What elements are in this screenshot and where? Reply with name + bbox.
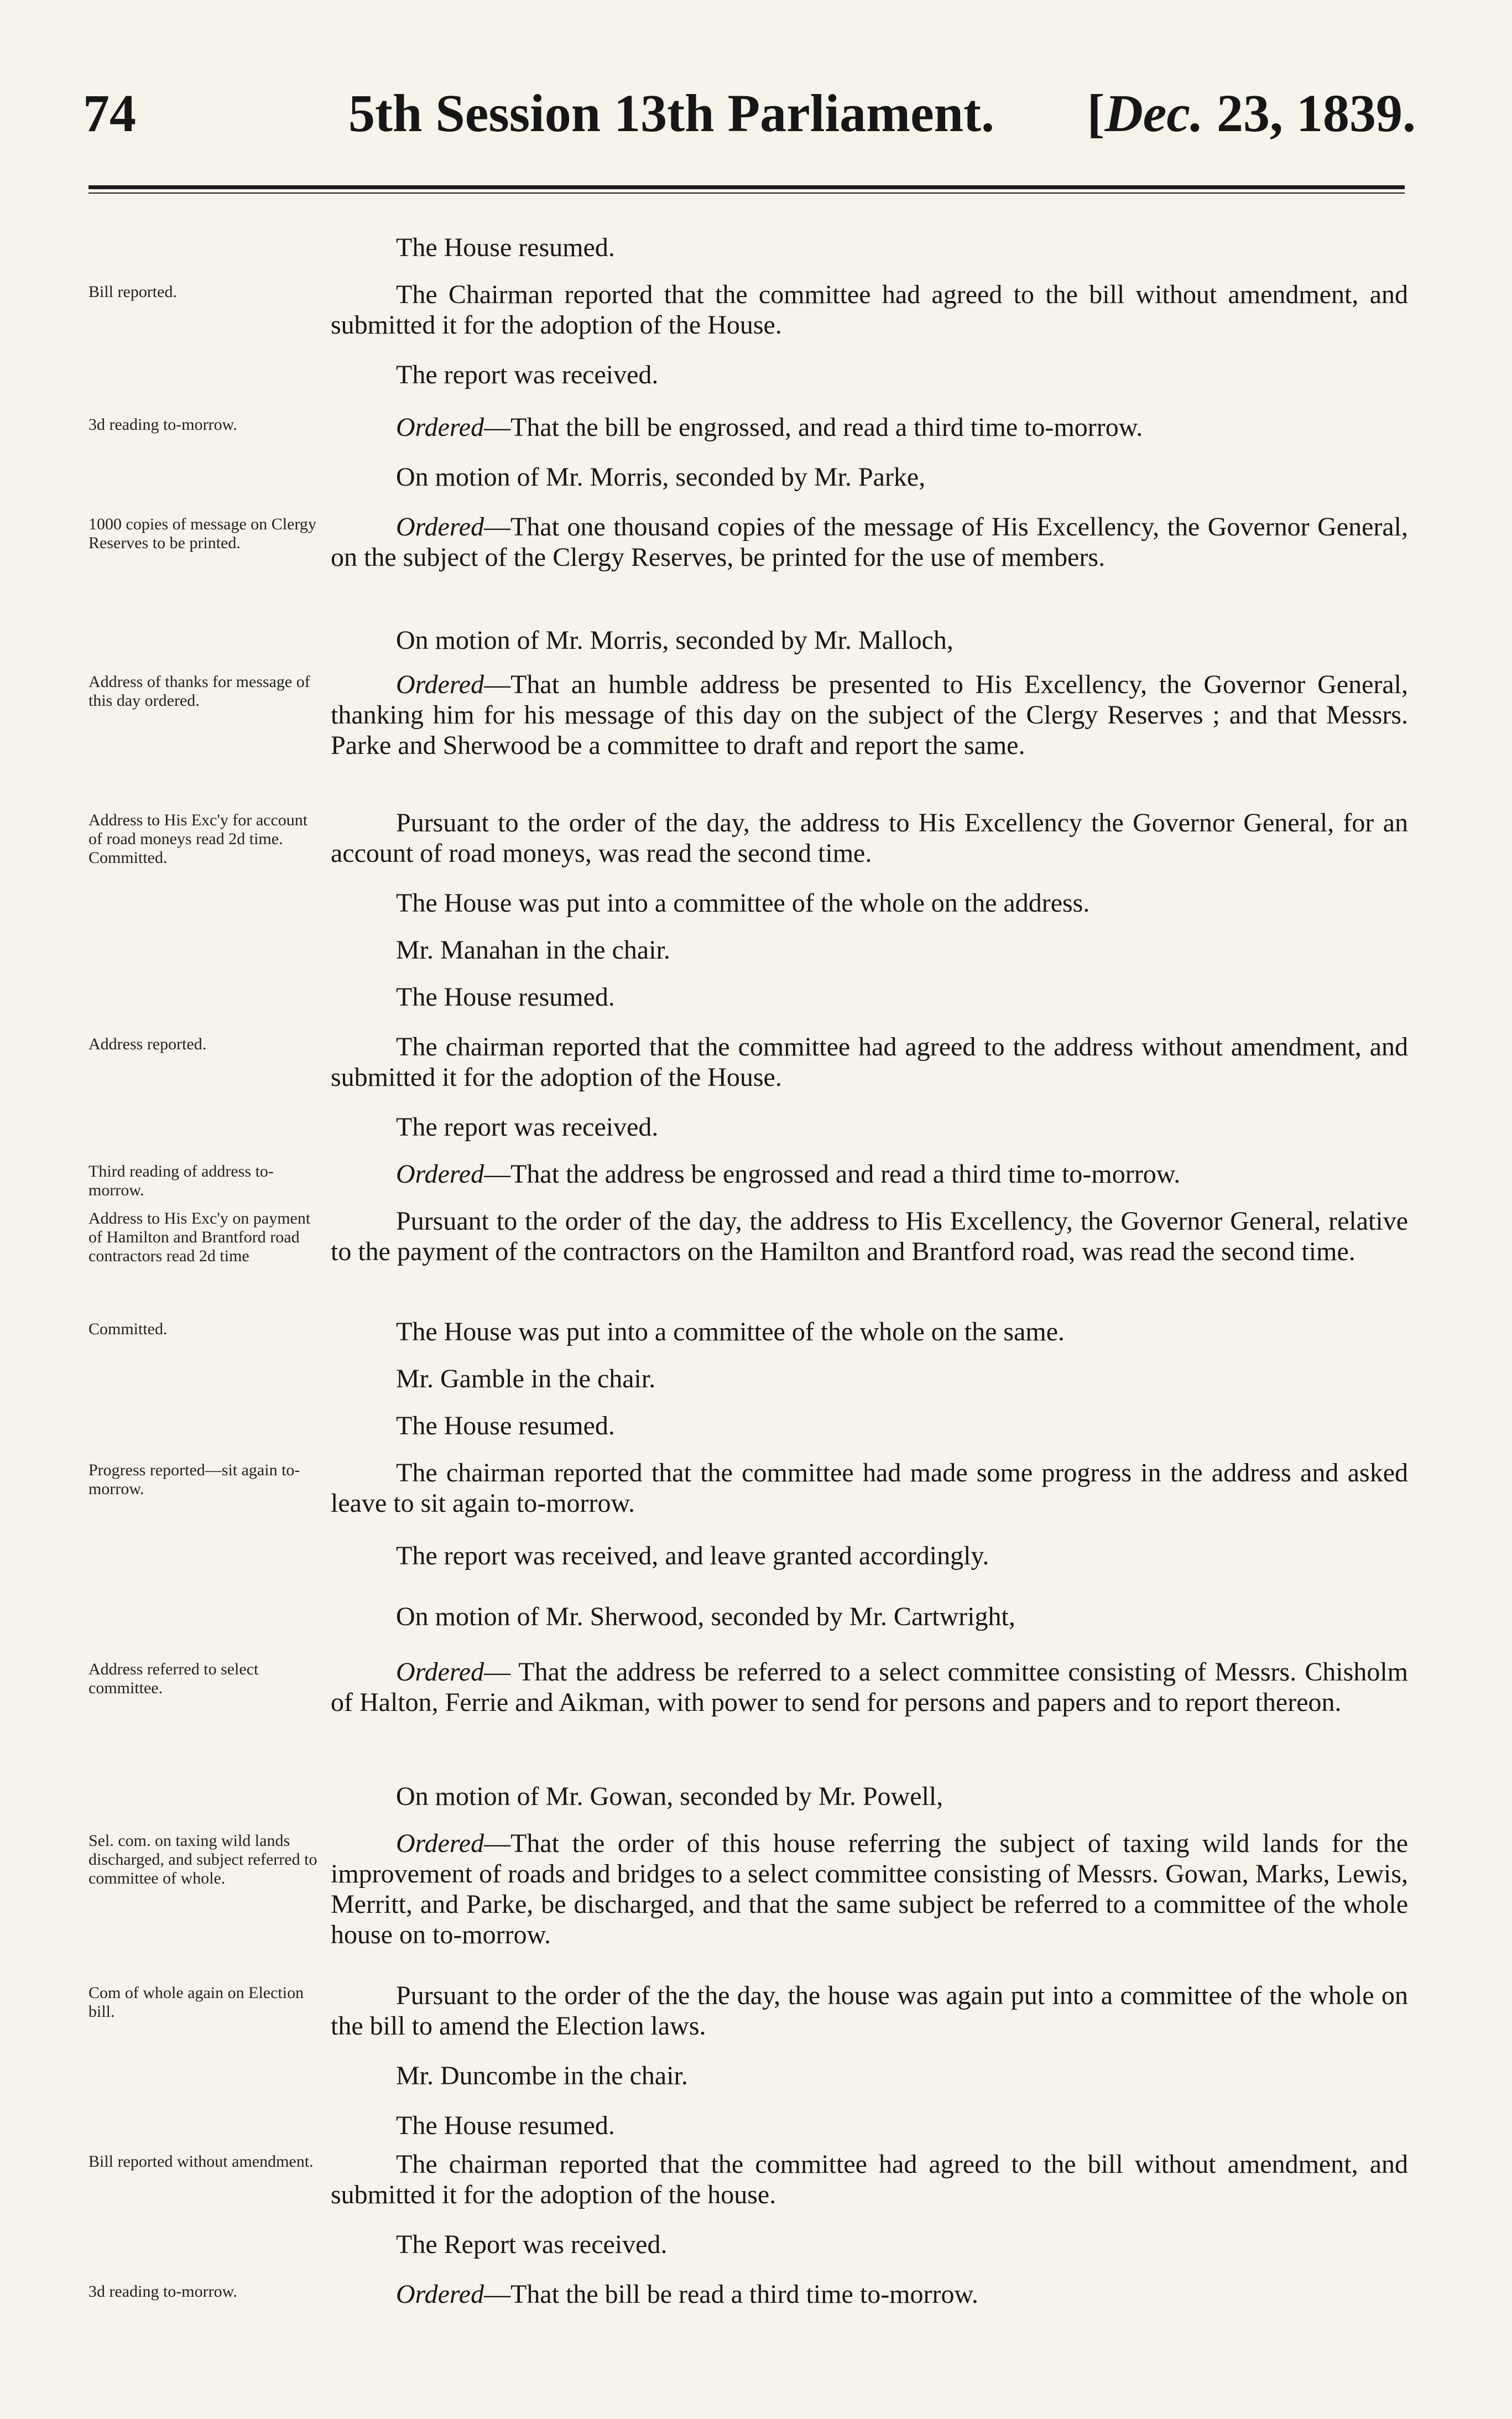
- margin-note: Bill reported.: [88, 283, 177, 301]
- entry-paragraph: [331, 279, 1408, 340]
- entry-text: — That the address be referred to a select committee consisting of Messrs. Chisholm of Halton, Ferrie and Aikman, with power to send for persons and papers and to report thereon.: [331, 1657, 1408, 1717]
- entry-paragraph: [331, 1980, 1408, 2041]
- entry-text: The chairman reported that the committee had made some progress in the address and asked leave to sit again to-morrow.: [331, 1458, 1408, 1518]
- entry-paragraph: [331, 625, 1408, 656]
- entry-text: The House resumed.: [396, 233, 615, 262]
- margin-note: Sel. com. on taxing wild lands discharged, and subject referred to committee of whole.: [88, 1832, 317, 1887]
- entry-paragraph: [331, 1317, 1408, 1347]
- entry-paragraph: [331, 1781, 1408, 1812]
- entry-paragraph: [331, 1601, 1408, 1632]
- margin-note: Address to His Exc'y on payment of Hamilton and Brantford road contractors read 2d time: [88, 1209, 311, 1265]
- ordered-lead: Ordered: [396, 2280, 484, 2309]
- margin-note: 3d reading to-morrow.: [88, 415, 237, 434]
- entry-paragraph: [331, 982, 1408, 1012]
- ordered-lead: Ordered: [396, 1159, 484, 1189]
- date-day-year: 23, 1839.: [1217, 84, 1416, 143]
- entry-text: Mr. Gamble in the chair.: [396, 1364, 656, 1393]
- entry-paragraph: [331, 1032, 1408, 1093]
- entry-text: The report was received, and leave granted accordingly.: [396, 1541, 989, 1570]
- entry-text: The report was received.: [396, 1112, 659, 1142]
- date-month: Dec.: [1104, 84, 1203, 143]
- entry-paragraph: [331, 669, 1408, 761]
- entry-text: —That an humble address be presented to His Excellency, the Governor General, thanking him for his message of this day on the subject of the Clergy Reserves ; and that Messrs. Parke and Sherwood be a committee to draft and report the same.: [331, 670, 1408, 760]
- entry-paragraph: [331, 1458, 1408, 1518]
- entry-text: On motion of Mr. Sherwood, seconded by Mr. Cartwright,: [396, 1602, 1015, 1631]
- entry-text: Mr. Manahan in the chair.: [396, 935, 670, 965]
- margin-note: Address reported.: [88, 1035, 207, 1053]
- entry-paragraph: [331, 1159, 1408, 1189]
- page-number: 74: [83, 84, 136, 143]
- entry-paragraph: [331, 808, 1408, 868]
- entry-paragraph: [331, 1657, 1408, 1718]
- entry-text: Mr. Duncombe in the chair.: [396, 2061, 688, 2090]
- entry-text: Pursuant to the order of the day, the address to His Excellency, the Governor General, relative to the payment of the contractors on the Hamilton and Brantford road, was read the second time.: [331, 1206, 1408, 1266]
- entry-paragraph: [331, 2229, 1408, 2260]
- entry-text: On motion of Mr. Morris, seconded by Mr. Parke,: [396, 462, 926, 492]
- ordered-lead: Ordered: [396, 1657, 484, 1687]
- ordered-lead: Ordered: [396, 1829, 484, 1858]
- margin-note: Progress reported—sit again to-morrow.: [88, 1461, 300, 1498]
- entry-paragraph: [331, 512, 1408, 573]
- header-rule-thick: [88, 185, 1405, 189]
- entry-text: The Chairman reported that the committee had agreed to the bill without amendment, and submitted it for the adoption of the House.: [331, 280, 1408, 340]
- entry-paragraph: [331, 232, 1408, 263]
- margin-note: Com of whole again on Election bill.: [88, 1984, 304, 2021]
- page-date: [1087, 83, 1416, 144]
- entry-text: The chairman reported that the committee had agreed to the address without amendment, and submitted it for the adoption of the House.: [331, 1032, 1408, 1092]
- entry-paragraph: [331, 2110, 1408, 2141]
- entry-paragraph: [331, 1112, 1408, 1142]
- entry-text: The Report was received.: [396, 2230, 668, 2259]
- entry-paragraph: [331, 935, 1408, 965]
- page-title: 5th Session 13th Parliament.: [348, 84, 995, 143]
- entry-text: The House was put into a committee of the whole on the address.: [396, 888, 1090, 918]
- entry-paragraph: [331, 2149, 1408, 2210]
- margin-note: 1000 copies of message on Clergy Reserves to be printed.: [88, 515, 316, 552]
- entry-paragraph: [331, 1541, 1408, 1571]
- margin-note: Committed.: [88, 1320, 168, 1338]
- entry-paragraph: [331, 2061, 1408, 2091]
- entry-text: The House resumed.: [396, 1411, 615, 1440]
- entry-text: Pursuant to the order of the day, the address to His Excellency the Governor General, for an account of road moneys, was read the second time.: [331, 808, 1408, 868]
- entry-text: —That the address be engrossed and read a third time to-morrow.: [484, 1159, 1181, 1189]
- entry-paragraph: [331, 360, 1408, 390]
- entry-text: The chairman reported that the committee had agreed to the bill without amendment, and submitted it for the adoption of the house.: [331, 2150, 1408, 2209]
- entry-paragraph: [331, 1411, 1408, 1441]
- margin-note: Bill reported without amendment.: [88, 2152, 314, 2171]
- entry-text: On motion of Mr. Morris, seconded by Mr. Malloch,: [396, 626, 953, 655]
- ordered-lead: Ordered: [396, 512, 484, 542]
- entry-paragraph: [331, 888, 1408, 918]
- entry-text: Pursuant to the order of the the day, the house was again put into a committee of the whole on the bill to amend the Election laws.: [331, 1981, 1408, 2041]
- margin-note: 3d reading to-morrow.: [88, 2282, 237, 2301]
- entry-text: —That the order of this house referring the subject of taxing wild lands for the improvement of roads and bridges to a select committee consisting of Messrs. Gowan, Marks, Lewis, Merritt, and Parke, be discharged, and that the same subject be referred to a committee of the whole house on to-morrow.: [331, 1829, 1408, 1949]
- ordered-lead: Ordered: [396, 670, 484, 699]
- entry-paragraph: [331, 2279, 1408, 2309]
- entry-text: The report was received.: [396, 360, 659, 389]
- date-bracket: [: [1087, 84, 1105, 143]
- entry-paragraph: [331, 412, 1408, 443]
- header-rule-thin: [88, 193, 1405, 194]
- entry-paragraph: [331, 1206, 1408, 1267]
- entry-paragraph: [331, 1828, 1408, 1950]
- entry-text: The House was put into a committee of the whole on the same.: [396, 1317, 1065, 1346]
- margin-note: Address referred to select committee.: [88, 1660, 259, 1697]
- entry-text: —That one thousand copies of the message of His Excellency, the Governor General, on the subject of the Clergy Reserves, be printed for the use of members.: [331, 512, 1408, 572]
- margin-note: Third reading of address to-morrow.: [88, 1162, 274, 1199]
- ordered-lead: Ordered: [396, 413, 484, 442]
- entry-text: The House resumed.: [396, 2111, 615, 2140]
- entry-paragraph: [331, 462, 1408, 492]
- margin-note: Address of thanks for message of this day ordered.: [88, 673, 310, 710]
- page-header: [83, 83, 1416, 144]
- margin-note: Address to His Exc'y for account of road moneys read 2d time. Committed.: [88, 811, 308, 867]
- entry-text: On motion of Mr. Gowan, seconded by Mr. Powell,: [396, 1782, 943, 1811]
- entry-text: —That the bill be read a third time to-morrow.: [484, 2280, 979, 2309]
- entry-text: The House resumed.: [396, 982, 615, 1012]
- entry-paragraph: [331, 1364, 1408, 1394]
- entry-text: —That the bill be engrossed, and read a third time to-morrow.: [484, 413, 1143, 442]
